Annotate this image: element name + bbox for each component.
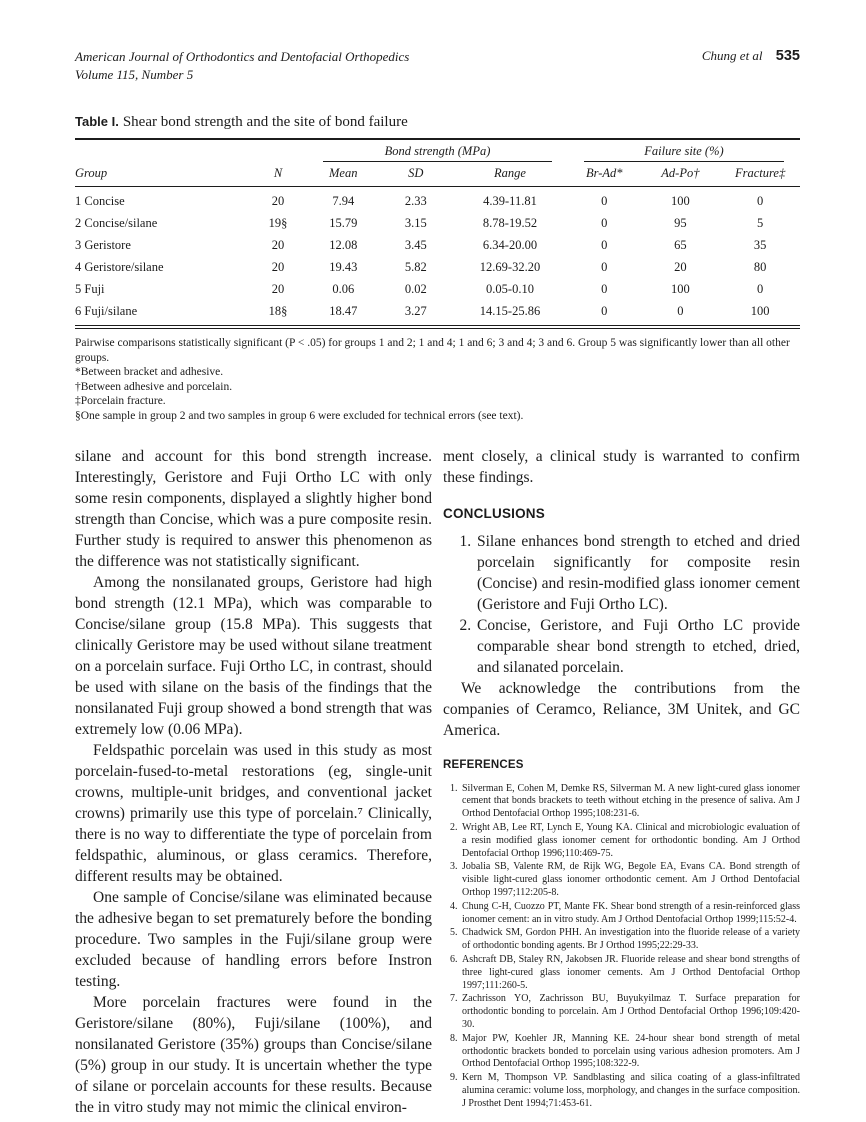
- row-value-cell: 12.08: [329, 238, 358, 252]
- row-value-cell: 5: [757, 216, 764, 230]
- table-footnote: §One sample in group 2 and two samples in group 6 were excluded for technical errors (see text).: [75, 409, 524, 422]
- row-group-cell: 1 Concise: [75, 194, 125, 208]
- body-paragraph: ment closely, a clinical study is warranted to confirm these findings.: [443, 447, 800, 486]
- acknowledgment-paragraph: We acknowledge the contributions from the companies of Ceramco, Reliance, 3M Unitek, and GC America.: [443, 679, 800, 739]
- shear-bond-table: [75, 138, 800, 329]
- reference-item: 4. Chung C-H, Cuozzo PT, Mante FK. Shear bond strength of a resin-reinforced glass ionomer cement: an in vitro study. Am J Orthod Dentofacial Orthop 1999;115:52-4.: [460, 901, 800, 927]
- row-value-cell: 0: [601, 238, 608, 252]
- table-footnote: ‡Porcelain fracture.: [75, 395, 166, 408]
- row-value-cell: 20: [271, 282, 285, 296]
- row-value-cell: 18§: [268, 304, 288, 318]
- row-value-cell: 100: [671, 194, 690, 208]
- row-value-cell: 19§: [268, 216, 288, 230]
- row-group-cell: 6 Fuji/silane: [75, 304, 138, 318]
- table-footnote: *Between bracket and adhesive.: [75, 366, 224, 379]
- conclusions-list: [443, 531, 800, 678]
- row-value-cell: 15.79: [329, 216, 358, 230]
- table-span-header-row: [75, 139, 800, 162]
- row-value-cell: 100: [750, 304, 770, 318]
- journal-volume: Volume 115, Number 5: [75, 67, 194, 82]
- table-caption: [75, 114, 800, 131]
- bond-strength-span-header: Bond strength (MPa): [307, 139, 568, 162]
- right-column: [443, 446, 800, 1118]
- body-paragraph: More porcelain fractures were found in the Geristore/silane (80%), Fuji/silane (100%), and nonsilanated Geristore (35%) groups than Concise/silane (5%) group in our study. It is uncertain whether the type of silane or porcelain accounts for these results. Because the in vitro study may not mimic the clinical environ-: [75, 993, 432, 1116]
- row-value-cell: 0: [757, 194, 764, 208]
- row-group-cell: 5 Fuji: [75, 282, 105, 296]
- table-footnotes: [75, 336, 800, 424]
- row-value-cell: 65: [674, 238, 687, 252]
- failure-site-span-header: Failure site (%): [568, 139, 800, 162]
- row-value-cell: 3.27: [404, 304, 427, 318]
- row-value-cell: 20: [271, 260, 285, 274]
- span-header-spacer: [75, 139, 307, 162]
- row-group-cell: 2 Concise/silane: [75, 216, 158, 230]
- row-value-cell: 19.43: [329, 260, 358, 274]
- table-section: [75, 114, 800, 424]
- table-footnote: †Between adhesive and porcelain.: [75, 380, 233, 393]
- references-heading: REFERENCES: [443, 758, 524, 771]
- row-value-cell: 3.45: [404, 238, 427, 252]
- row-value-cell: 20: [271, 238, 285, 252]
- table-row: [75, 187, 800, 213]
- row-group-cell: 4 Geristore/silane: [75, 260, 164, 274]
- col-header-n: N: [249, 162, 307, 187]
- col-header-group: Group: [75, 162, 249, 187]
- left-column: [75, 446, 432, 1118]
- row-value-cell: 4.39-11.81: [483, 194, 537, 208]
- row-value-cell: 0: [601, 216, 608, 230]
- table-title: Shear bond strength and the site of bond failure: [122, 114, 408, 130]
- row-group-cell: 3 Geristore: [75, 238, 131, 252]
- col-header-br-ad: Br-Ad*: [568, 162, 641, 187]
- reference-item: 3. Jobalia SB, Valente RM, de Rijk WG, Begole EA, Evans CA. Bond strength of visible light-cured glass ionomer orthodontic cement. Am J Orthod Dentofacial Orthop 1997;112:205-8.: [460, 861, 800, 899]
- row-value-cell: 20: [674, 260, 687, 274]
- row-value-cell: 0: [601, 304, 608, 318]
- body-paragraph: Feldspathic porcelain was used in this study as most porcelain-fused-to-metal restorations (eg, single-unit crowns, multiple-unit bridges, and conventional jacket crowns) primarily use this type of porcelain.⁷ Clinically, there is no way to differentiate the type of porcelain from feldspathic, aluminous, or glass ceramics. Therefore, different results may be obtained.: [75, 741, 432, 885]
- reference-item: 1. Silverman E, Cohen M, Demke RS, Silverman M. A new light-cured glass ionomer cement that bonds brackets to teeth without etching in the presence of saliva. Am J Orthod Dentofacial Orthop 1995;108:231-6.: [460, 783, 800, 821]
- references-list: [443, 783, 800, 1111]
- table-row: [75, 257, 800, 279]
- row-value-cell: 7.94: [332, 194, 355, 208]
- row-value-cell: 12.69-32.20: [479, 260, 541, 274]
- col-header-ad-po: Ad-Po†: [641, 162, 721, 187]
- body-paragraph: Among the nonsilanated groups, Geristore had high bond strength (12.1 MPa), which was comparable to Concise/silane group (15.8 MPa). This suggests that clinically Geristore may be used without silane treatment on a porcelain surface. Fuji Ortho LC, in contrast, should be used with silane on the basis of the findings that the nonsilanated Fuji group showed a bond strength that was extremely low (0.06 MPa).: [75, 573, 432, 738]
- row-value-cell: 0.02: [404, 282, 427, 296]
- reference-item: 9. Kern M, Thompson VP. Sandblasting and silica coating of a glass-infiltrated alumina ceramic: volume loss, morphology, and changes in the surface composition. J Prosthet Dent 1994;71:453-61.: [460, 1072, 800, 1110]
- col-header-fracture: Fracture‡: [720, 162, 800, 187]
- row-value-cell: 18.47: [329, 304, 358, 318]
- row-value-cell: 20: [271, 194, 285, 208]
- row-value-cell: 0.05-0.10: [486, 282, 534, 296]
- reference-item: 2. Wright AB, Lee RT, Lynch E, Young KA. Clinical and microbiologic evaluation of a resin modified glass ionomer cement for orthodontic bonding. Am J Orthod Dentofacial Orthop 1996;110:469-75.: [460, 822, 800, 860]
- running-header: [75, 48, 800, 84]
- col-header-mean: Mean: [307, 162, 380, 187]
- conclusions-heading: CONCLUSIONS: [443, 505, 545, 521]
- row-value-cell: 2.33: [404, 194, 427, 208]
- row-value-cell: 0: [757, 282, 764, 296]
- running-authors: Chung et al: [701, 48, 763, 63]
- row-value-cell: 0: [677, 304, 684, 318]
- conclusion-item: 1. Silane enhances bond strength to etched and dried porcelain significantly for composite resin (Concise) and resin-modified glass ionomer cement (Geristore and Fuji Ortho LC).: [475, 531, 800, 615]
- conclusion-item: 2. Concise, Geristore, and Fuji Ortho LC provide comparable shear bond strength to etched, dried, and silanated porcelain.: [475, 615, 800, 678]
- reference-item: 5. Chadwick SM, Gordon PHH. An investigation into the fluoride release of a variety of orthodontic bonding agents. Br J Orthod 1995;22:29-33.: [460, 927, 800, 953]
- body-columns: [75, 446, 800, 1118]
- row-value-cell: 0: [601, 194, 608, 208]
- reference-item: 6. Ashcraft DB, Staley RN, Jakobsen JR. Fluoride release and shear bond strengths of three light-cured glass ionomer cements. Am J Orthod Dentofacial Orthop 1997;111:260-5.: [460, 954, 800, 992]
- table-row: [75, 279, 800, 301]
- row-value-cell: 5.82: [404, 260, 427, 274]
- row-value-cell: 80: [753, 260, 767, 274]
- row-value-cell: 8.78-19.52: [482, 216, 538, 230]
- row-value-cell: 0: [601, 260, 608, 274]
- running-head-right: [702, 48, 800, 64]
- table-row: [75, 301, 800, 328]
- body-paragraph: One sample of Concise/silane was eliminated because the adhesive began to set prematurely before the bonding procedure. Two samples in the Fuji/silane group were excluded because of handling errors before Instron testing.: [75, 888, 432, 990]
- table-label: Table I.: [75, 114, 119, 129]
- table-row: [75, 235, 800, 257]
- table-row: [75, 213, 800, 235]
- reference-item: 8. Major PW, Koehler JR, Manning KE. 24-hour shear bond strength of metal orthodontic brackets bonded to porcelain using various adhesion promoters. Am J Orthod Dentofacial Orthop 1995;108:322-9.: [460, 1033, 800, 1071]
- journal-title: American Journal of Orthodontics and Dentofacial Orthopedics: [75, 49, 410, 64]
- row-value-cell: 100: [671, 282, 690, 296]
- table-column-header-row: [75, 162, 800, 187]
- row-value-cell: 95: [674, 216, 687, 230]
- row-value-cell: 0.06: [332, 282, 355, 296]
- col-header-sd: SD: [380, 162, 453, 187]
- col-header-range: Range: [452, 162, 568, 187]
- table-body: [75, 187, 800, 328]
- row-value-cell: 14.15-25.86: [479, 304, 541, 318]
- row-value-cell: 35: [753, 238, 767, 252]
- table-footnote: Pairwise comparisons statistically significant (P < .05) for groups 1 and 2; 1 and 4; 1 and 6; 3 and 4; 3 and 6. Group 5 was significantly lower than all other groups.: [75, 337, 790, 364]
- row-value-cell: 6.34-20.00: [482, 238, 538, 252]
- journal-info: [75, 48, 409, 84]
- page-number: 535: [775, 48, 800, 64]
- row-value-cell: 3.15: [404, 216, 427, 230]
- body-paragraph: silane and account for this bond strength increase. Interestingly, Geristore and Fuji Ortho LC with only some resin components, displayed a slightly higher bond strength than Concise, which was a pure composite resin. Further study is required to answer this phenomenon as the difference was not statistically significant.: [75, 447, 432, 570]
- reference-item: 7. Zachrisson YO, Zachrisson BU, Buyukyilmaz T. Surface preparation for orthodontic bonding to porcelain. Am J Orthod Dentofacial Orthop 1996;109:420-30.: [460, 993, 800, 1031]
- row-value-cell: 0: [601, 282, 608, 296]
